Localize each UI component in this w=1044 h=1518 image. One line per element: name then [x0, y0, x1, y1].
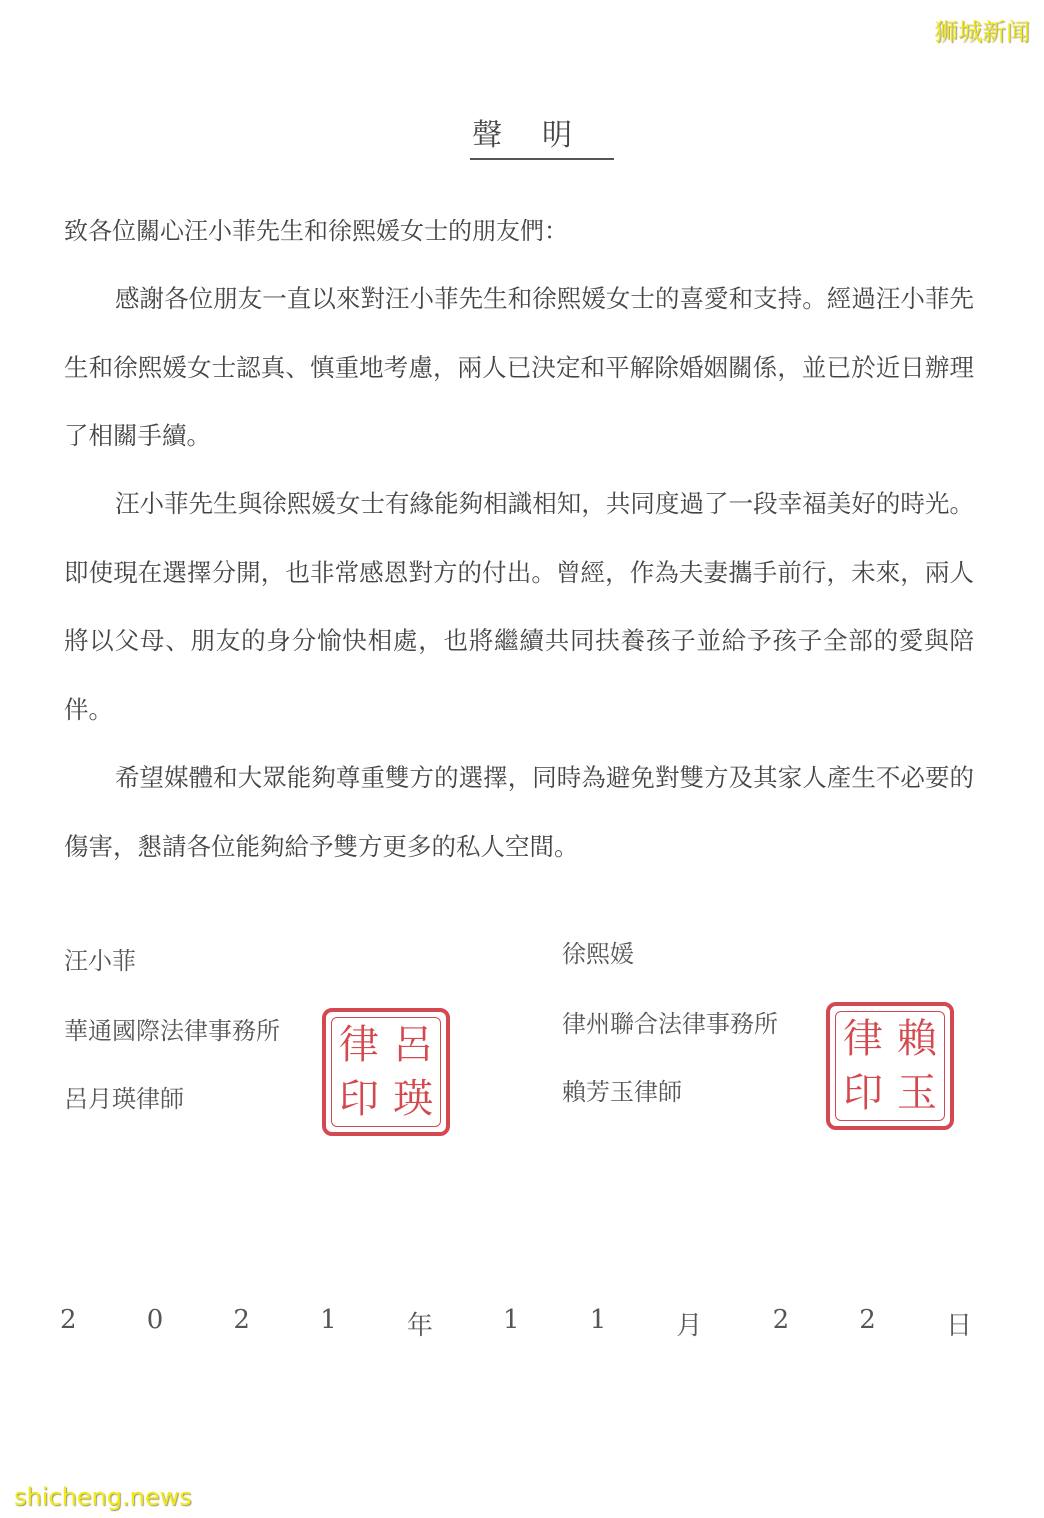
- salutation: 致各位關心汪小菲先生和徐熙媛女士的朋友們：: [64, 217, 568, 245]
- seal-char: 律: [339, 1022, 379, 1068]
- seal-char: 賴: [897, 1016, 937, 1062]
- paragraph-3: 希望媒體和大眾能夠尊重雙方的選擇，同時為避免對雙方及其家人產生不必要的傷害，懇請各位能夠給予雙方更多的私人空間。: [64, 763, 974, 861]
- lawyer-seal-stamp-icon: [826, 1002, 954, 1130]
- document-date: [60, 1305, 972, 1342]
- law-firm-name: 華通國際法律事務所: [64, 1017, 280, 1045]
- paragraph-1: 感謝各位朋友一直以來對汪小菲先生和徐熙媛女士的喜愛和支持。經過汪小菲先生和徐熙媛女士認真、慎重地考慮，兩人已決定和平解除婚姻關係，並已於近日辦理了相關手續。: [64, 284, 974, 450]
- seal-char: 律: [843, 1016, 883, 1062]
- seal-char: 印: [339, 1076, 379, 1122]
- lawyer-seal-stamp-icon: [322, 1008, 450, 1136]
- party-name: 徐熙媛: [562, 940, 634, 968]
- date-month-digit: 1: [502, 1305, 520, 1335]
- paragraph-2: 汪小菲先生與徐熙媛女士有緣能夠相識相知，共同度過了一段幸福美好的時光。即使現在選擇分開，也非常感恩對方的付出。曾經，作為夫妻攜手前行，未來，兩人將以父母、朋友的身分愉快相處，也將繼續共同扶養孩子並給予孩子全部的愛與陪伴。: [64, 489, 974, 724]
- date-year-digit: 2: [233, 1305, 250, 1335]
- date-day-digit: 2: [772, 1305, 790, 1335]
- date-month-digit: 1: [589, 1305, 607, 1335]
- lawyer-name: 呂月瑛律師: [64, 1085, 184, 1113]
- watermark-brand-logo: 狮城新闻: [934, 18, 1030, 46]
- date-day-unit: 日: [945, 1311, 972, 1341]
- law-firm-name: 律州聯合法律事務所: [562, 1010, 778, 1038]
- date-year-unit: 年: [406, 1311, 433, 1341]
- party-name: 汪小菲: [64, 947, 136, 975]
- document-title: [0, 110, 1044, 160]
- seal-char: 呂: [393, 1022, 433, 1068]
- date-year-digit: 0: [146, 1305, 164, 1335]
- watermark-site-url: shicheng.news: [14, 1483, 192, 1511]
- date-year-digit: 1: [320, 1305, 337, 1335]
- seal-char: 瑛: [393, 1076, 433, 1122]
- seal-char: 印: [843, 1070, 883, 1116]
- seal-char: 玉: [897, 1070, 937, 1116]
- document-title-text: 聲明: [470, 110, 614, 160]
- date-month-unit: 月: [676, 1311, 703, 1341]
- lawyer-name: 賴芳玉律師: [562, 1078, 682, 1106]
- date-day-digit: 2: [859, 1305, 876, 1335]
- date-year-digit: 2: [60, 1305, 77, 1335]
